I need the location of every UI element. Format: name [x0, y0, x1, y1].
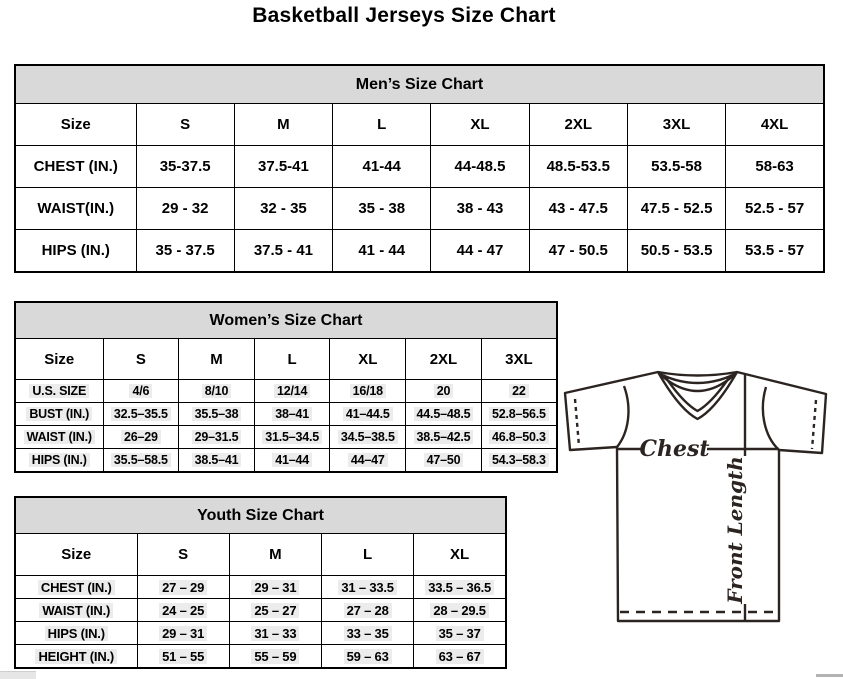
size-column-header: XL [330, 339, 406, 380]
size-value-cell: 4/6 [103, 380, 179, 403]
size-value-cell: 35 - 37.5 [136, 230, 234, 273]
size-value-cell: 38–41 [254, 403, 330, 426]
size-value-cell: 27 – 28 [322, 599, 414, 622]
size-value-cell: 29 - 32 [136, 188, 234, 230]
right-cuff-stitch-dashes [812, 400, 816, 449]
size-column-header: 3XL [627, 104, 725, 146]
left-armhole-seam [617, 386, 628, 447]
size-value-cell: 50.5 - 53.5 [627, 230, 725, 273]
size-column-header: L [333, 104, 431, 146]
scrollbar-fragment-right[interactable] [816, 674, 843, 677]
chest-label: Chest [639, 436, 710, 462]
size-value-cell: 33 – 35 [322, 622, 414, 645]
size-value-cell: 38 - 43 [431, 188, 529, 230]
measurement-row-label: BUST (IN.) [15, 403, 103, 426]
size-column-header: 3XL [481, 339, 557, 380]
measurement-row-label: HIPS (IN.) [15, 230, 136, 273]
size-value-cell: 59 – 63 [322, 645, 414, 669]
youth-size-table [14, 496, 507, 669]
table-caption: Men’s Size Chart [15, 65, 824, 104]
table-caption: Youth Size Chart [15, 497, 506, 534]
jersey-diagram [558, 362, 843, 675]
size-value-cell: 41–44.5 [330, 403, 406, 426]
size-value-cell: 24 – 25 [137, 599, 229, 622]
size-value-cell: 55 – 59 [229, 645, 321, 669]
size-value-cell: 63 – 67 [414, 645, 506, 669]
size-column-header: 4XL [726, 104, 824, 146]
size-column-header: M [234, 104, 332, 146]
size-value-cell: 47.5 - 52.5 [627, 188, 725, 230]
size-value-cell: 43 - 47.5 [529, 188, 627, 230]
size-value-cell: 47–50 [406, 449, 482, 473]
size-value-cell: 54.3–58.3 [481, 449, 557, 473]
size-value-cell: 44 - 47 [431, 230, 529, 273]
size-column-header: S [136, 104, 234, 146]
size-value-cell: 52.8–56.5 [481, 403, 557, 426]
size-value-cell: 41–44 [254, 449, 330, 473]
size-value-cell: 46.8–50.3 [481, 426, 557, 449]
size-value-cell: 25 – 27 [229, 599, 321, 622]
size-value-cell: 34.5–38.5 [330, 426, 406, 449]
size-column-header: 2XL [529, 104, 627, 146]
size-value-cell: 47 - 50.5 [529, 230, 627, 273]
size-row-label: Size [15, 534, 137, 576]
size-value-cell: 35.5–58.5 [103, 449, 179, 473]
measurement-row-label: CHEST (IN.) [15, 576, 137, 599]
size-value-cell: 29 – 31 [137, 622, 229, 645]
size-value-cell: 35-37.5 [136, 146, 234, 188]
size-value-cell: 41-44 [333, 146, 431, 188]
mens-size-table [14, 64, 825, 273]
size-value-cell: 12/14 [254, 380, 330, 403]
size-row-label: Size [15, 339, 103, 380]
measurement-row-label: WAIST (IN.) [15, 426, 103, 449]
size-value-cell: 53.5 - 57 [726, 230, 824, 273]
measurement-row-label: HIPS (IN.) [15, 622, 137, 645]
size-column-header: S [137, 534, 229, 576]
measurement-row-label: WAIST (IN.) [15, 599, 137, 622]
womens-size-table [14, 301, 558, 473]
page-title: Basketball Jerseys Size Chart [252, 4, 556, 27]
size-value-cell: 41 - 44 [333, 230, 431, 273]
size-value-cell: 31.5–34.5 [254, 426, 330, 449]
size-value-cell: 38.5–41 [179, 449, 255, 473]
size-column-header: L [322, 534, 414, 576]
size-value-cell: 58-63 [726, 146, 824, 188]
front-length-label: Front Length [723, 456, 747, 604]
size-row-label: Size [15, 104, 136, 146]
scrollbar-fragment-left[interactable] [0, 671, 36, 679]
size-value-cell: 53.5-58 [627, 146, 725, 188]
size-value-cell: 35 – 37 [414, 622, 506, 645]
size-value-cell: 29–31.5 [179, 426, 255, 449]
size-column-header: M [179, 339, 255, 380]
size-value-cell: 38.5–42.5 [406, 426, 482, 449]
size-column-header: M [229, 534, 321, 576]
size-value-cell: 8/10 [179, 380, 255, 403]
measurement-row-label: CHEST (IN.) [15, 146, 136, 188]
measurement-row-label: HEIGHT (IN.) [15, 645, 137, 669]
size-value-cell: 20 [406, 380, 482, 403]
size-value-cell: 29 – 31 [229, 576, 321, 599]
size-value-cell: 32.5–35.5 [103, 403, 179, 426]
size-value-cell: 16/18 [330, 380, 406, 403]
size-value-cell: 37.5-41 [234, 146, 332, 188]
size-value-cell: 35.5–38 [179, 403, 255, 426]
size-value-cell: 44-48.5 [431, 146, 529, 188]
size-value-cell: 32 - 35 [234, 188, 332, 230]
measurement-row-label: HIPS (IN.) [15, 449, 103, 473]
table-caption: Women’s Size Chart [15, 302, 557, 339]
size-value-cell: 44–47 [330, 449, 406, 473]
size-value-cell: 26–29 [103, 426, 179, 449]
size-value-cell: 37.5 - 41 [234, 230, 332, 273]
size-column-header: 2XL [406, 339, 482, 380]
left-cuff-stitch-dashes [575, 399, 579, 446]
measurement-row-label: WAIST(IN.) [15, 188, 136, 230]
size-value-cell: 52.5 - 57 [726, 188, 824, 230]
size-value-cell: 22 [481, 380, 557, 403]
size-value-cell: 27 – 29 [137, 576, 229, 599]
size-value-cell: 35 - 38 [333, 188, 431, 230]
size-value-cell: 51 – 55 [137, 645, 229, 669]
size-value-cell: 48.5-53.5 [529, 146, 627, 188]
size-value-cell: 44.5–48.5 [406, 403, 482, 426]
size-value-cell: 33.5 – 36.5 [414, 576, 506, 599]
measurement-row-label: U.S. SIZE [15, 380, 103, 403]
size-column-header: XL [431, 104, 529, 146]
size-column-header: S [103, 339, 179, 380]
size-column-header: XL [414, 534, 506, 576]
size-value-cell: 28 – 29.5 [414, 599, 506, 622]
size-column-header: L [254, 339, 330, 380]
right-armhole-seam [763, 387, 779, 450]
size-value-cell: 31 – 33 [229, 622, 321, 645]
size-value-cell: 31 – 33.5 [322, 576, 414, 599]
